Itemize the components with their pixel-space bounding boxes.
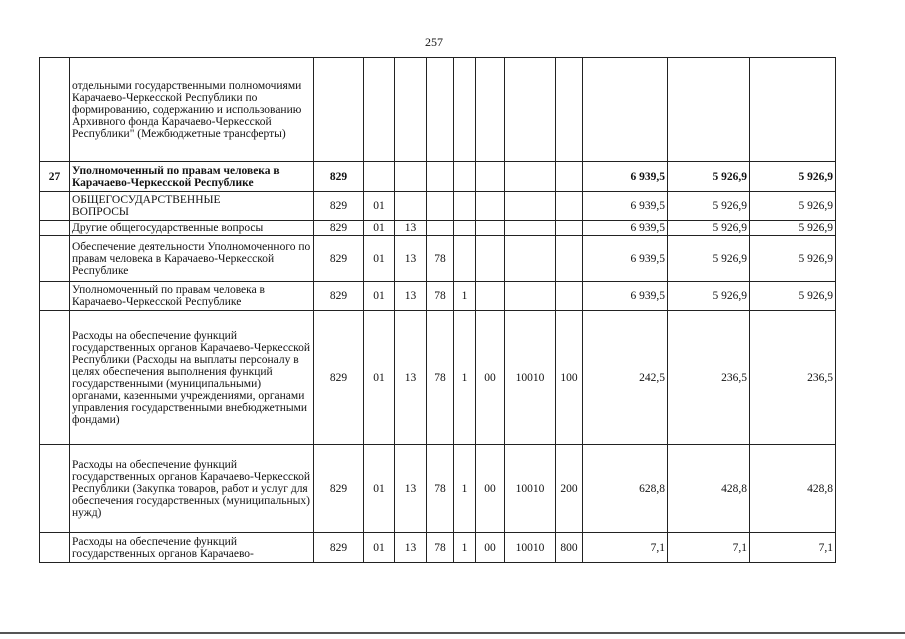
value-year-3: 428,8 — [750, 445, 836, 533]
row-name: Расходы на обеспечение функций государственных органов Карачаево- — [70, 533, 314, 563]
code-event — [476, 192, 505, 221]
code-program — [427, 192, 454, 221]
code-expense-type — [556, 282, 583, 311]
code-event: 00 — [476, 533, 505, 563]
table-row — [40, 236, 836, 282]
code-direction — [505, 282, 556, 311]
code-subsection: 13 — [395, 445, 427, 533]
code-subprogram: 1 — [454, 445, 476, 533]
code-subprogram — [454, 221, 476, 236]
table-row — [40, 282, 836, 311]
code-ministry: 829 — [314, 311, 364, 445]
value-year-2: 236,5 — [668, 311, 750, 445]
code-subsection: 13 — [395, 533, 427, 563]
row-name: отдельными государственными полномочиями Карачаево-Черкесской Республики по формированию, содержанию и использованию Архивного фонда Карачаево-Черкесской Республики" (Межбюджетные трансферты) — [70, 58, 314, 162]
code-program: 78 — [427, 311, 454, 445]
code-section: 01 — [364, 192, 395, 221]
row-name: Расходы на обеспечение функций государственных органов Карачаево-Черкесской Республики (Расходы на выплаты персоналу в целях обеспечения выполнения функций государственными (муниципальными) органами, казенными учреждениями, органами управления государственными внебюджетными фондами) — [70, 311, 314, 445]
row-number — [40, 58, 70, 162]
table-row — [40, 162, 836, 192]
code-subsection — [395, 162, 427, 192]
value-year-3 — [750, 58, 836, 162]
code-section: 01 — [364, 282, 395, 311]
row-name: Другие общегосударственные вопросы — [70, 221, 314, 236]
row-number — [40, 221, 70, 236]
code-expense-type — [556, 236, 583, 282]
row-name: Обеспечение деятельности Уполномоченного по правам человека в Карачаево-Черкесской Республике — [70, 236, 314, 282]
code-program: 78 — [427, 282, 454, 311]
value-year-1 — [583, 58, 668, 162]
table-row — [40, 192, 836, 221]
code-subsection: 13 — [395, 221, 427, 236]
value-year-2: 5 926,9 — [668, 221, 750, 236]
code-subprogram: 1 — [454, 533, 476, 563]
code-subsection — [395, 192, 427, 221]
code-section: 01 — [364, 445, 395, 533]
row-number — [40, 282, 70, 311]
code-ministry: 829 — [314, 162, 364, 192]
row-name: Уполномоченный по правам человека в Карачаево-Черкесской Республике — [70, 162, 314, 192]
code-direction: 10010 — [505, 311, 556, 445]
code-section: 01 — [364, 236, 395, 282]
table-row — [40, 533, 836, 563]
table-row — [40, 311, 836, 445]
code-event — [476, 282, 505, 311]
code-expense-type: 200 — [556, 445, 583, 533]
code-event — [476, 162, 505, 192]
value-year-2: 428,8 — [668, 445, 750, 533]
code-subprogram: 1 — [454, 282, 476, 311]
code-expense-type — [556, 162, 583, 192]
code-event — [476, 221, 505, 236]
code-event — [476, 236, 505, 282]
row-number — [40, 445, 70, 533]
row-name: ОБЩЕГОСУДАРСТВЕННЫЕ ВОПРОСЫ — [70, 192, 314, 221]
value-year-1: 6 939,5 — [583, 192, 668, 221]
row-number — [40, 311, 70, 445]
value-year-2: 5 926,9 — [668, 236, 750, 282]
code-subsection: 13 — [395, 236, 427, 282]
row-name: Расходы на обеспечение функций государственных органов Карачаево-Черкесской Республики (Закупка товаров, работ и услуг для обеспечения государственных (муниципальных) нужд) — [70, 445, 314, 533]
code-subprogram — [454, 58, 476, 162]
code-direction: 10010 — [505, 445, 556, 533]
code-event: 00 — [476, 311, 505, 445]
value-year-2: 7,1 — [668, 533, 750, 563]
value-year-1: 6 939,5 — [583, 282, 668, 311]
value-year-3: 5 926,9 — [750, 162, 836, 192]
code-subprogram — [454, 192, 476, 221]
code-section — [364, 162, 395, 192]
table-row — [40, 58, 836, 162]
code-section — [364, 58, 395, 162]
value-year-2: 5 926,9 — [668, 162, 750, 192]
code-expense-type — [556, 221, 583, 236]
value-year-3: 5 926,9 — [750, 221, 836, 236]
code-direction — [505, 236, 556, 282]
code-ministry: 829 — [314, 282, 364, 311]
row-number — [40, 192, 70, 221]
value-year-3: 5 926,9 — [750, 236, 836, 282]
code-subsection — [395, 58, 427, 162]
value-year-1: 7,1 — [583, 533, 668, 563]
code-ministry: 829 — [314, 192, 364, 221]
row-number: 27 — [40, 162, 70, 192]
code-section: 01 — [364, 311, 395, 445]
code-section: 01 — [364, 221, 395, 236]
code-ministry: 829 — [314, 445, 364, 533]
code-program: 78 — [427, 533, 454, 563]
value-year-1: 242,5 — [583, 311, 668, 445]
code-direction — [505, 192, 556, 221]
code-event: 00 — [476, 445, 505, 533]
code-ministry: 829 — [314, 221, 364, 236]
row-number — [40, 533, 70, 563]
code-subsection: 13 — [395, 282, 427, 311]
value-year-1: 6 939,5 — [583, 162, 668, 192]
value-year-3: 5 926,9 — [750, 282, 836, 311]
value-year-2 — [668, 58, 750, 162]
row-number — [40, 236, 70, 282]
code-ministry: 829 — [314, 236, 364, 282]
code-direction — [505, 221, 556, 236]
code-direction — [505, 58, 556, 162]
code-section: 01 — [364, 533, 395, 563]
code-event — [476, 58, 505, 162]
code-program: 78 — [427, 445, 454, 533]
page-number: 257 — [425, 35, 443, 49]
value-year-3: 7,1 — [750, 533, 836, 563]
table-row — [40, 445, 836, 533]
value-year-2: 5 926,9 — [668, 282, 750, 311]
code-expense-type — [556, 58, 583, 162]
row-name: Уполномоченный по правам человека в Карачаево-Черкесской Республике — [70, 282, 314, 311]
value-year-1: 628,8 — [583, 445, 668, 533]
value-year-2: 5 926,9 — [668, 192, 750, 221]
code-subprogram — [454, 162, 476, 192]
table-body — [40, 58, 836, 563]
code-direction: 10010 — [505, 533, 556, 563]
code-ministry — [314, 58, 364, 162]
code-program: 78 — [427, 236, 454, 282]
code-ministry: 829 — [314, 533, 364, 563]
code-subprogram — [454, 236, 476, 282]
value-year-1: 6 939,5 — [583, 221, 668, 236]
code-program — [427, 221, 454, 236]
code-subsection: 13 — [395, 311, 427, 445]
code-program — [427, 58, 454, 162]
value-year-1: 6 939,5 — [583, 236, 668, 282]
code-direction — [505, 162, 556, 192]
table-row — [40, 221, 836, 236]
value-year-3: 236,5 — [750, 311, 836, 445]
code-expense-type — [556, 192, 583, 221]
code-expense-type: 800 — [556, 533, 583, 563]
budget-table — [39, 57, 836, 563]
code-expense-type: 100 — [556, 311, 583, 445]
page-bottom-rule — [0, 632, 905, 634]
value-year-3: 5 926,9 — [750, 192, 836, 221]
code-subprogram: 1 — [454, 311, 476, 445]
code-program — [427, 162, 454, 192]
